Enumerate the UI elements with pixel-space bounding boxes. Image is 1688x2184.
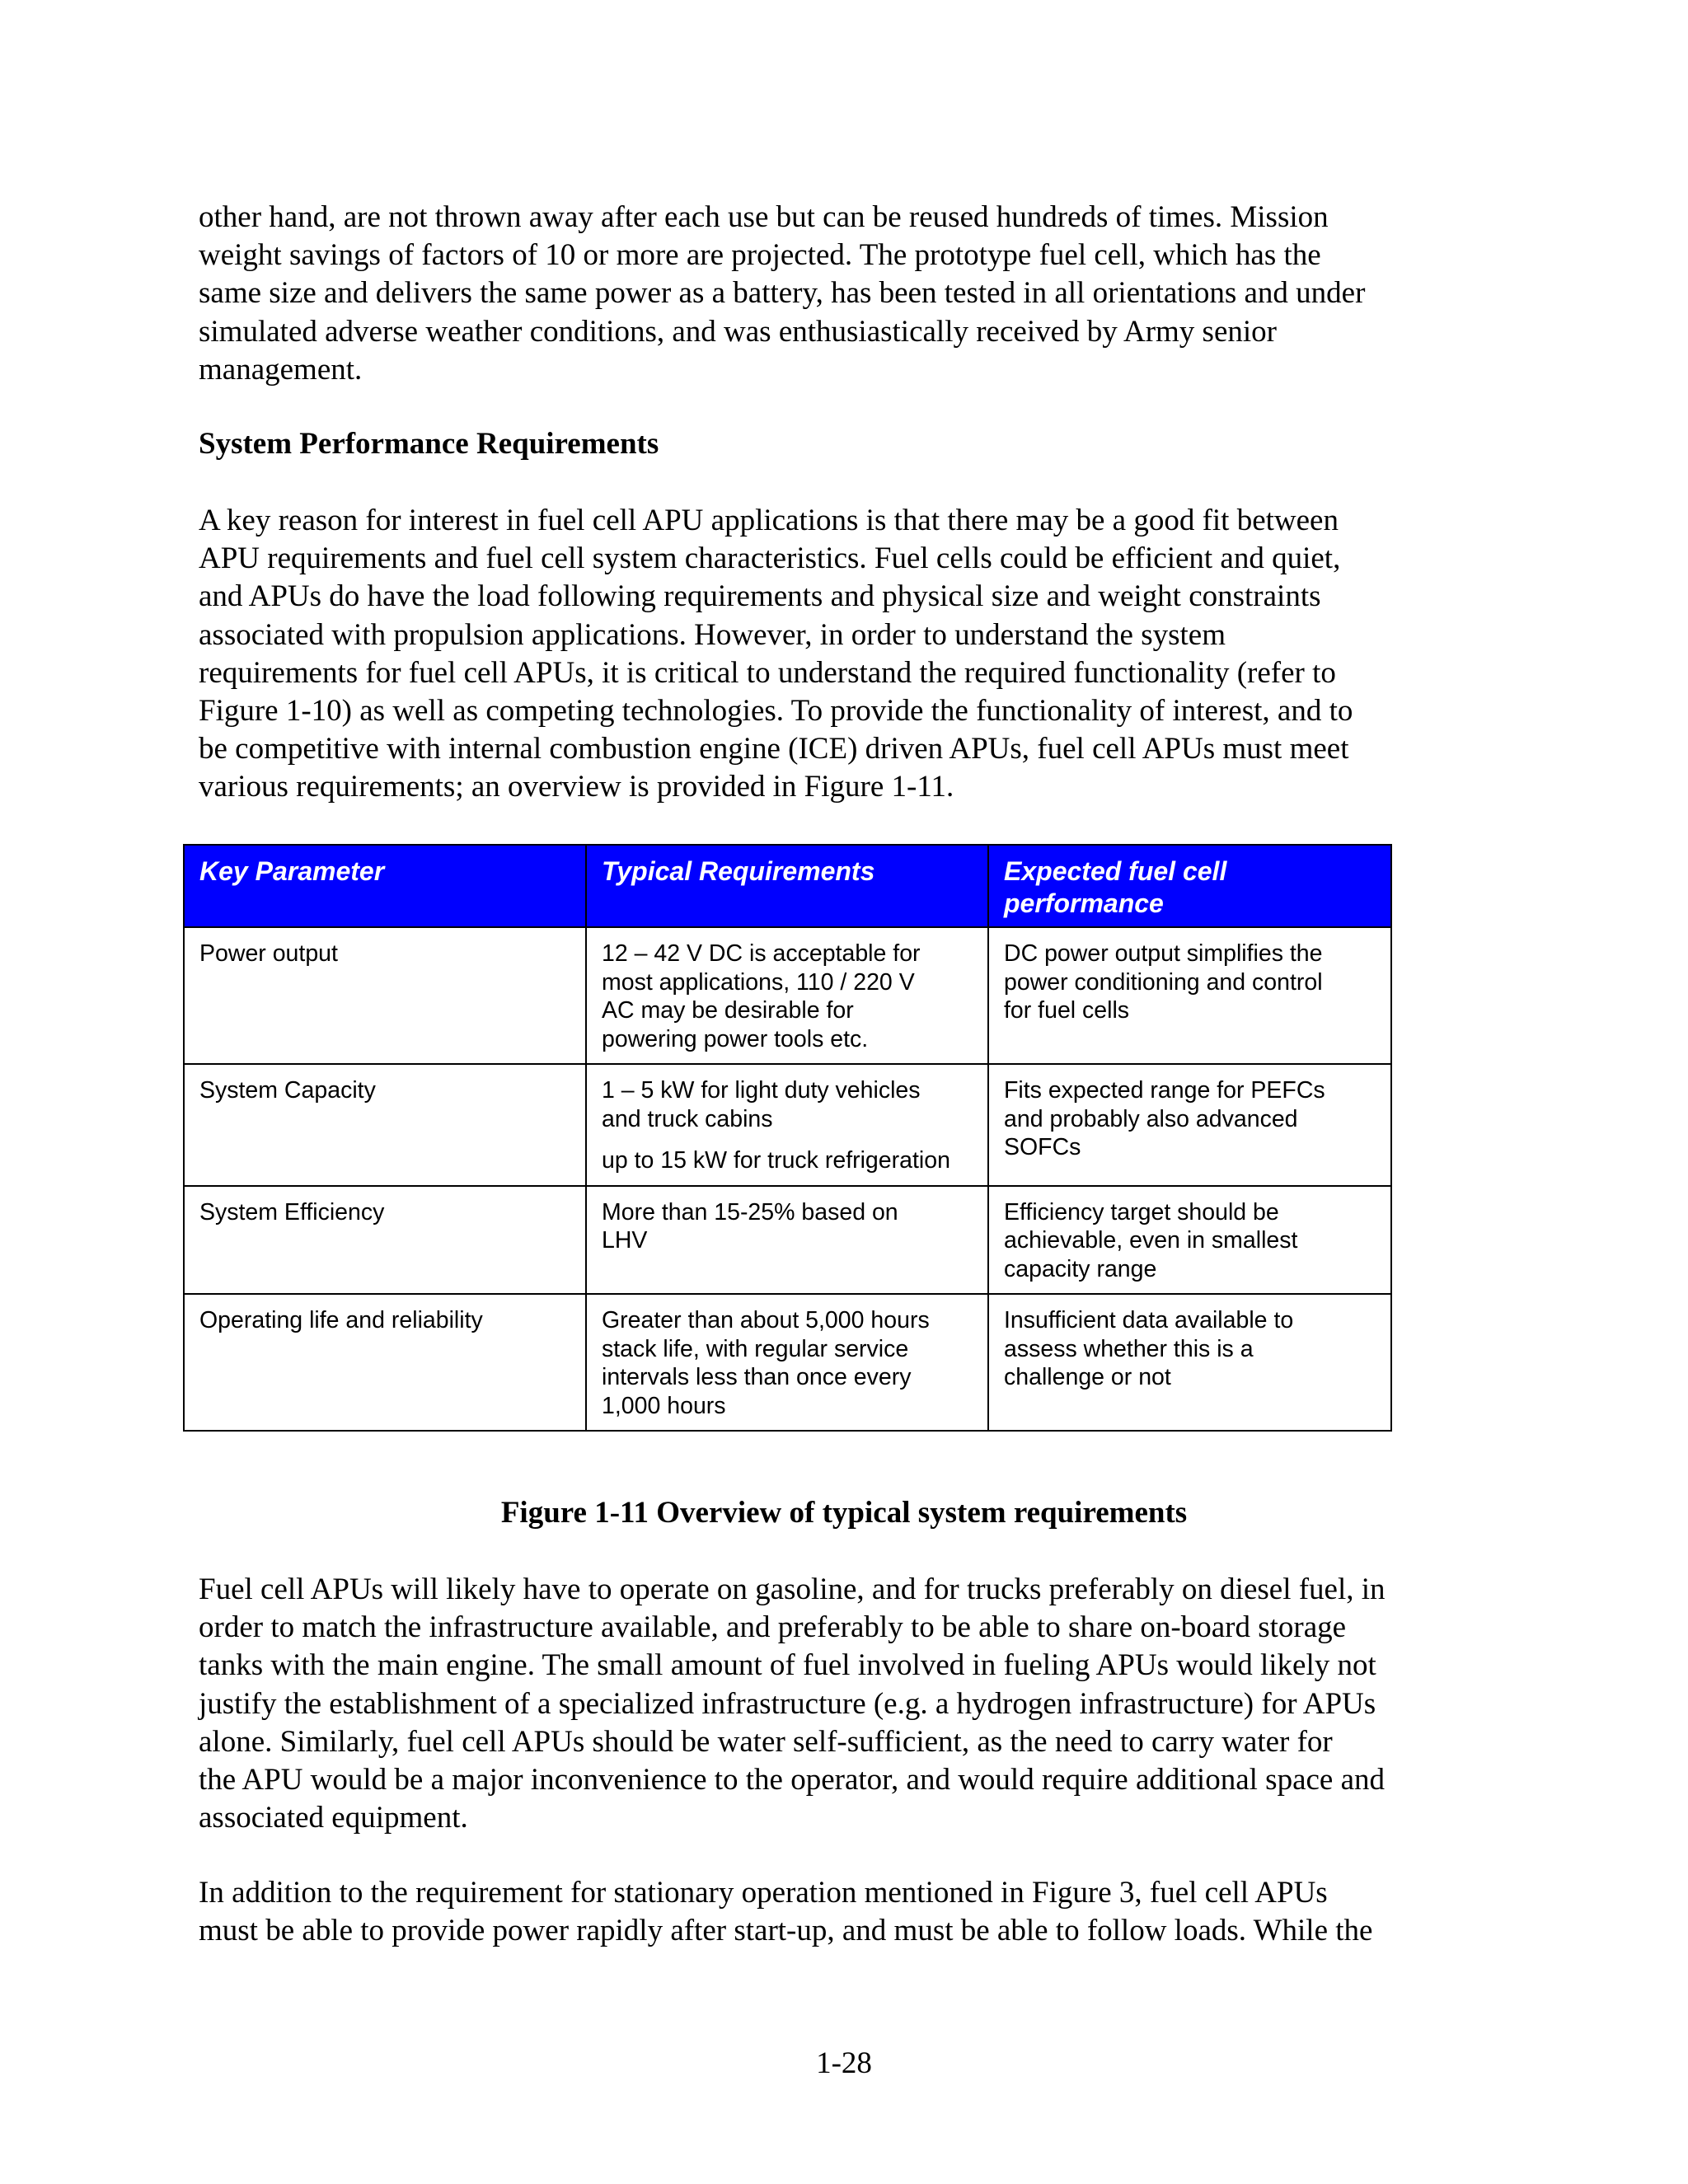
table-row [184, 1186, 1391, 1295]
cell-line: most applications, 110 / 220 V [602, 968, 915, 996]
table-row [184, 1294, 1391, 1431]
text-line: other hand, are not thrown away after each use but can be reused hundreds of times. Mission [199, 200, 1329, 234]
cell-line: for fuel cells [1004, 997, 1130, 1024]
fuel-paragraph [199, 1571, 1501, 1837]
cell-line: capacity range [1004, 1255, 1157, 1282]
text-line: tanks with the main engine. The small amount of fuel involved in fueling APUs would likely not [199, 1648, 1376, 1683]
cell-line: powering power tools etc. [602, 1025, 869, 1052]
text-line: management. [199, 352, 363, 387]
text-line: various requirements; an overview is provided in Figure 1-11. [199, 770, 954, 804]
cell-line: Efficiency target should be [1004, 1198, 1279, 1226]
text-line: APU requirements and fuel cell system characteristics. Fuel cells could be efficient and quiet, [199, 541, 1341, 576]
cell-line: stack life, with regular service [602, 1335, 909, 1362]
cell-parameter: System Capacity [184, 1064, 586, 1186]
header-expected-performance: Expected fuel cell performance [988, 845, 1391, 927]
text-line: be competitive with internal combustion engine (ICE) driven APUs, fuel cell APUs must meet [199, 732, 1349, 766]
text-line: Figure 1-10) as well as competing technologies. To provide the functionality of interest, and to [199, 694, 1353, 729]
cell-performance [988, 1186, 1391, 1295]
cell-parameter: Power output [184, 927, 586, 1064]
text-line: the APU would be a major inconvenience to the operator, and would require additional space and [199, 1763, 1386, 1797]
cell-parameter: Operating life and reliability [184, 1294, 586, 1431]
cell-line: DC power output simplifies the [1004, 940, 1323, 967]
text-line: alone. Similarly, fuel cell APUs should be water self-sufficient, as the need to carry water for [199, 1724, 1333, 1759]
text-line: simulated adverse weather conditions, and was enthusiastically received by Army senior [199, 314, 1277, 349]
cell-requirement [586, 1064, 988, 1186]
cell-line: Fits expected range for PEFCs [1004, 1077, 1325, 1104]
text-line: same size and delivers the same power as a battery, has been tested in all orientations and under [199, 276, 1366, 311]
cell-line: assess whether this is a [1004, 1335, 1254, 1362]
text-line: must be able to provide power rapidly after start-up, and must be able to follow loads. While the [199, 1914, 1373, 1948]
figure-caption: Figure 1-11 Overview of typical system requirements [500, 1496, 1188, 1530]
cell-line: Greater than about 5,000 hours [602, 1307, 930, 1333]
cell-line: and probably also advanced [1004, 1105, 1298, 1132]
cell-requirement [586, 1186, 988, 1295]
cell-line: LHV [602, 1227, 648, 1254]
cell-line: achievable, even in smallest [1004, 1227, 1298, 1254]
text-line: and APUs do have the load following requirements and physical size and weight constraints [199, 579, 1321, 614]
section-paragraph [199, 502, 1501, 807]
text-line: justify the establishment of a specialized infrastructure (e.g. a hydrogen infrastructure) for APUs [199, 1686, 1376, 1721]
table-row [184, 1064, 1391, 1186]
table-header-row [184, 845, 1391, 927]
cell-line: SOFCs [1004, 1134, 1081, 1160]
cell-line: More than 15-25% based on [602, 1198, 898, 1226]
cell-performance [988, 1064, 1391, 1186]
text-line: order to match the infrastructure available, and preferably to be able to share on-board storage [199, 1610, 1347, 1645]
cell-line: up to 15 kW for truck refrigeration [602, 1147, 950, 1174]
cell-requirement [586, 1294, 988, 1431]
requirements-table [183, 844, 1392, 1432]
cell-line: intervals less than once every [602, 1364, 912, 1390]
text-line: Fuel cell APUs will likely have to operate on gasoline, and for trucks preferably on diesel fuel, in [199, 1572, 1386, 1606]
text-line: associated with propulsion applications. However, in order to understand the system [199, 617, 1226, 652]
text-line: associated equipment. [199, 1801, 468, 1835]
cell-requirement [586, 927, 988, 1064]
text-line: requirements for fuel cell APUs, it is critical to understand the required functionality (refer to [199, 655, 1336, 690]
final-paragraph [199, 1874, 1501, 1950]
intro-paragraph [199, 199, 1501, 389]
cell-performance [988, 927, 1391, 1064]
text-line: In addition to the requirement for stationary operation mentioned in Figure 3, fuel cell APUs [199, 1876, 1328, 1910]
section-heading: System Performance Requirements [199, 427, 659, 461]
cell-parameter: System Efficiency [184, 1186, 586, 1295]
cell-spacer [602, 1133, 974, 1146]
cell-line: 1 – 5 kW for light duty vehicles [602, 1077, 921, 1104]
cell-line: 1,000 hours [602, 1392, 726, 1419]
cell-line: challenge or not [1004, 1364, 1171, 1390]
page-number: 1-28 [816, 2046, 872, 2080]
cell-line: power conditioning and control [1004, 968, 1323, 996]
header-typical-requirements: Typical Requirements [586, 845, 988, 927]
text-line: weight savings of factors of 10 or more are projected. The prototype fuel cell, which has the [199, 238, 1321, 273]
cell-line: and truck cabins [602, 1105, 773, 1132]
cell-line: AC may be desirable for [602, 997, 854, 1024]
table-row [184, 927, 1391, 1064]
cell-line: 12 – 42 V DC is acceptable for [602, 940, 921, 967]
text-line: A key reason for interest in fuel cell APU applications is that there may be a good fit between [199, 504, 1339, 537]
cell-performance [988, 1294, 1391, 1431]
cell-line: Insufficient data available to [1004, 1307, 1294, 1333]
header-key-parameter: Key Parameter [184, 845, 586, 927]
